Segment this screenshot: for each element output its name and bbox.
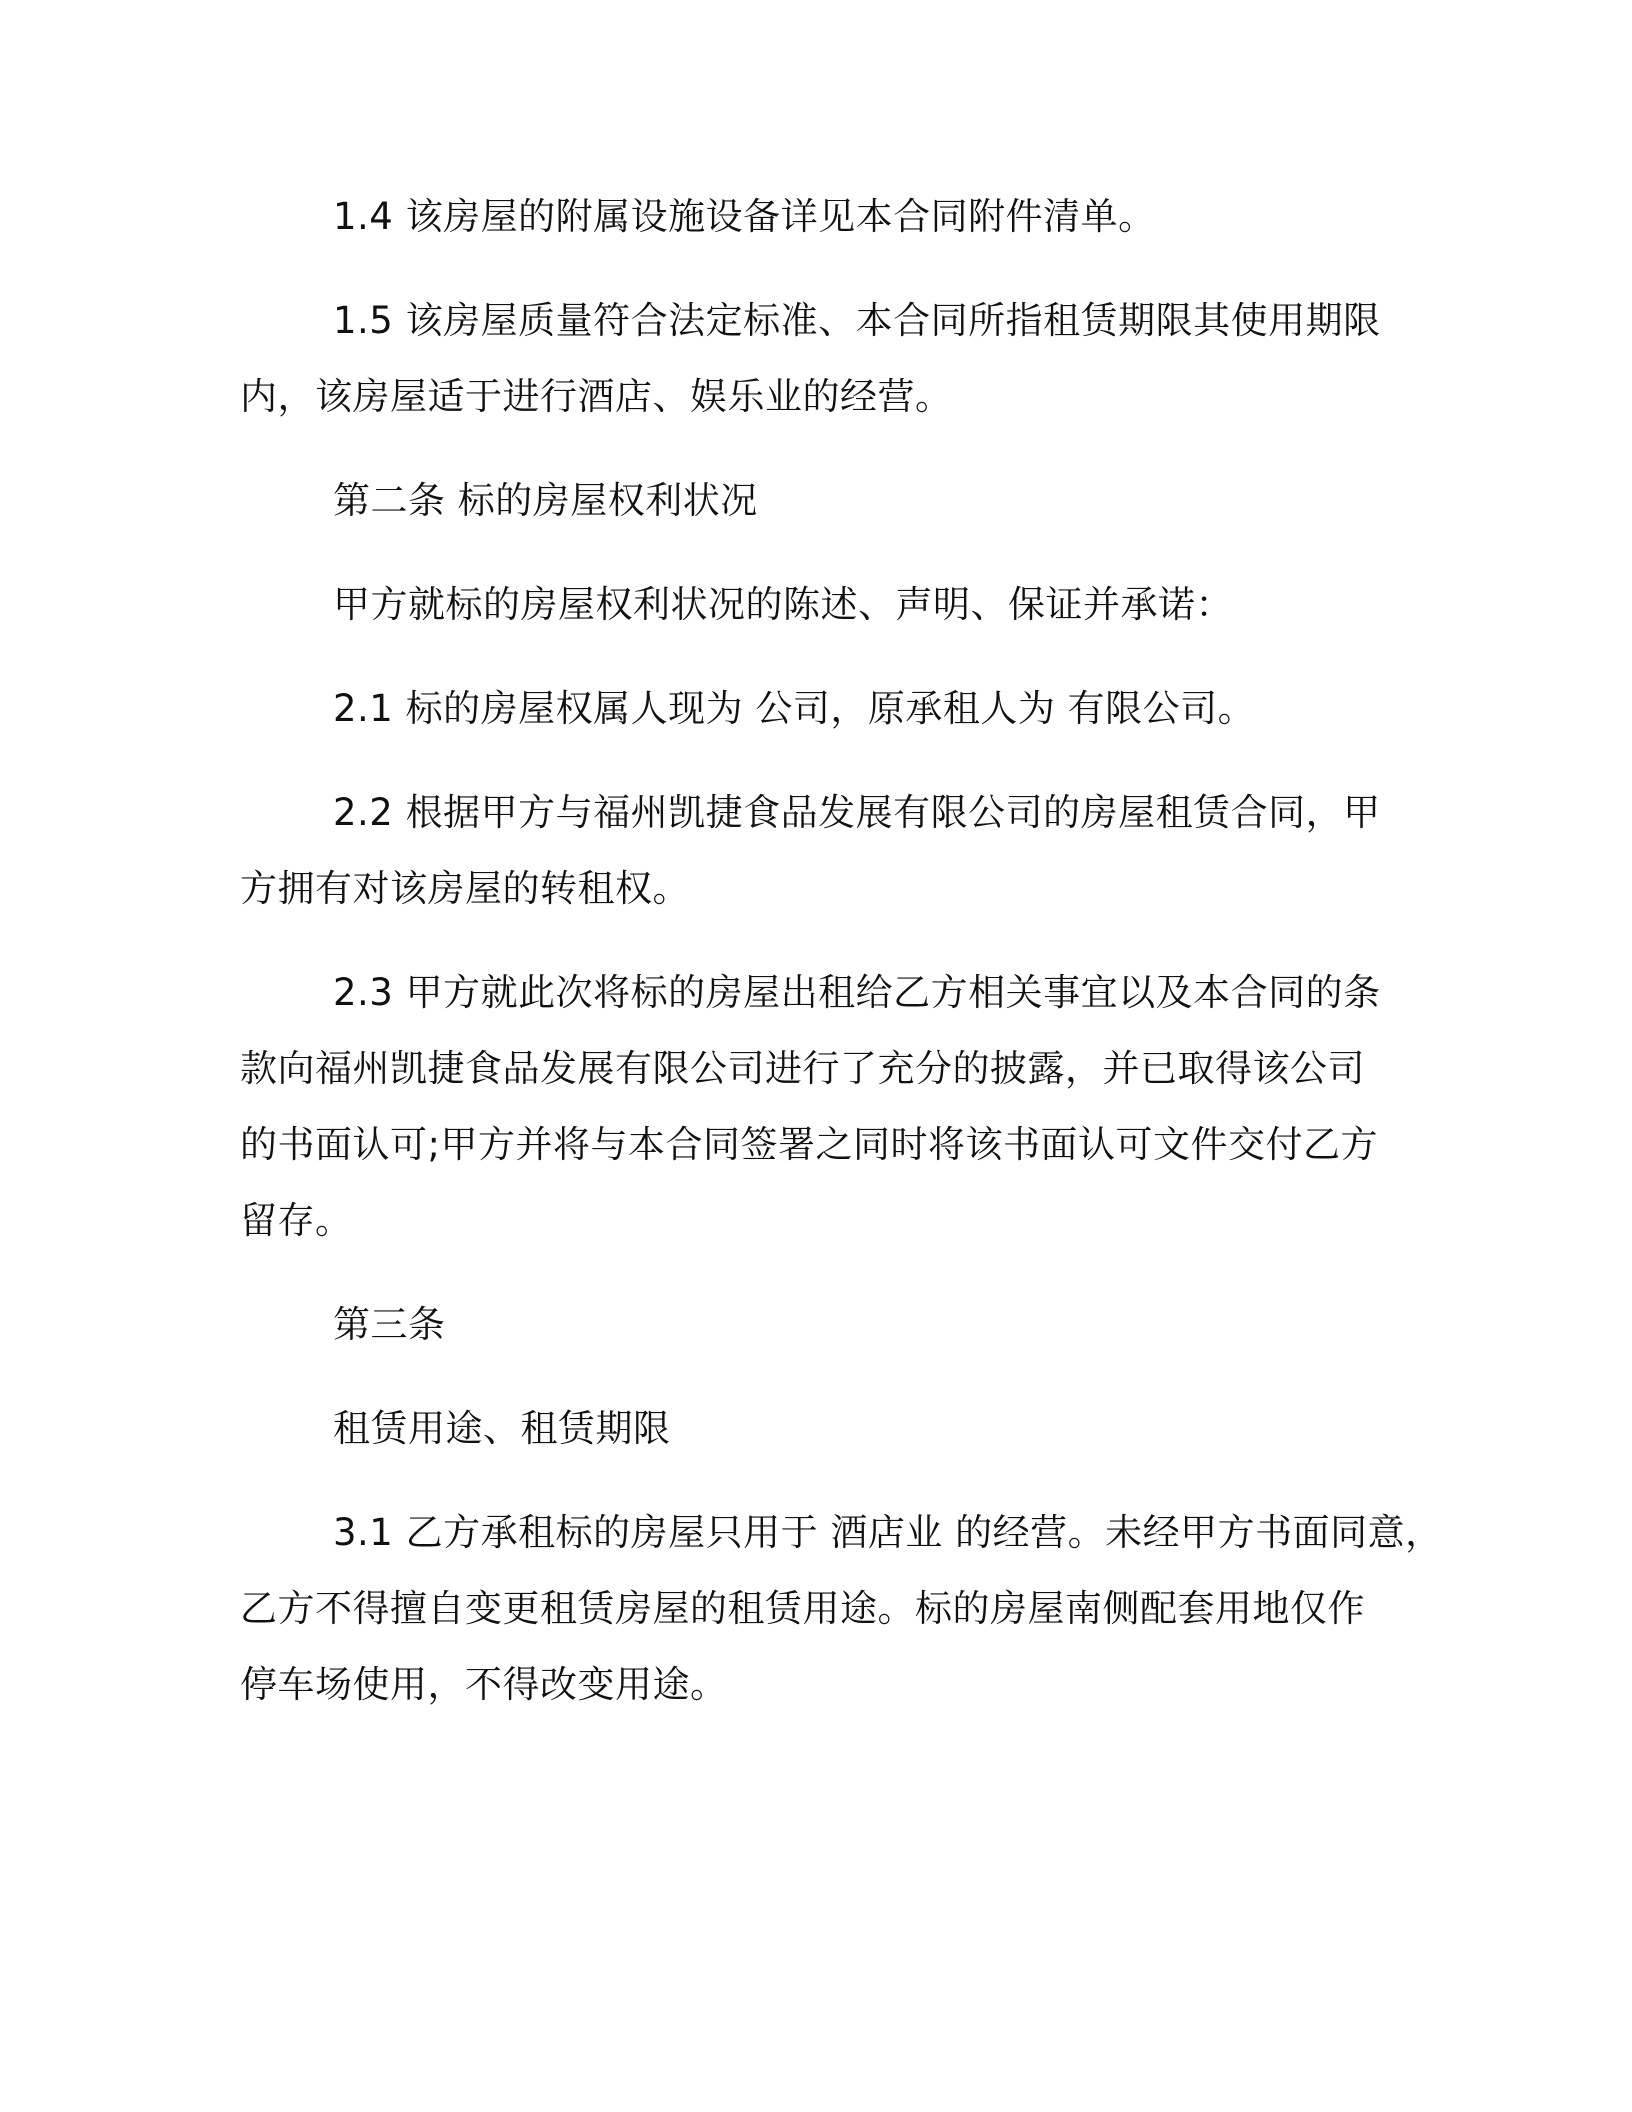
clause-2-3-line-1: 2.3 甲方就此次将标的房屋出租给乙方相关事宜以及本合同的条 [333,971,1381,1014]
clause-2-1: 2.1 标的房屋权属人现为 公司，原承租人为 有限公司。 [333,687,1256,730]
clause-2-3-line-2: 款向福州凯捷食品发展有限公司进行了充分的披露，并已取得该公司 [240,1047,1365,1090]
article-2-heading: 第二条 标的房屋权利状况 [333,479,758,522]
clause-1-5-line-2: 内，该房屋适于进行酒店、娱乐业的经营。 [240,375,953,418]
clause-2-3-line-3: 的书面认可;甲方并将与本合同签署之同时将该书面认可文件交付乙方 [240,1123,1378,1166]
article-3-heading: 第三条 [333,1303,446,1346]
clause-3-1-line-2: 乙方不得擅自变更租赁房屋的租赁用途。标的房屋南侧配套用地仅作 [240,1587,1365,1630]
clause-2-3-line-4: 留存。 [240,1199,353,1242]
clause-3-1-line-3: 停车场使用，不得改变用途。 [240,1663,728,1706]
clause-1-4: 1.4 该房屋的附属设施设备详见本合同附件清单。 [333,195,1156,238]
clause-3-1-line-1: 3.1 乙方承租标的房屋只用于 酒店业 的经营。未经甲方书面同意， [333,1511,1443,1554]
article-3-subheading: 租赁用途、租赁期限 [333,1407,671,1450]
article-2-intro: 甲方就标的房屋权利状况的陈述、声明、保证并承诺： [333,583,1233,626]
clause-2-2-line-1: 2.2 根据甲方与福州凯捷食品发展有限公司的房屋租赁合同，甲 [333,791,1381,834]
clause-2-2-line-2: 方拥有对该房屋的转租权。 [240,867,690,910]
clause-1-5-line-1: 1.5 该房屋质量符合法定标准、本合同所指租赁期限其使用期限 [333,299,1381,342]
